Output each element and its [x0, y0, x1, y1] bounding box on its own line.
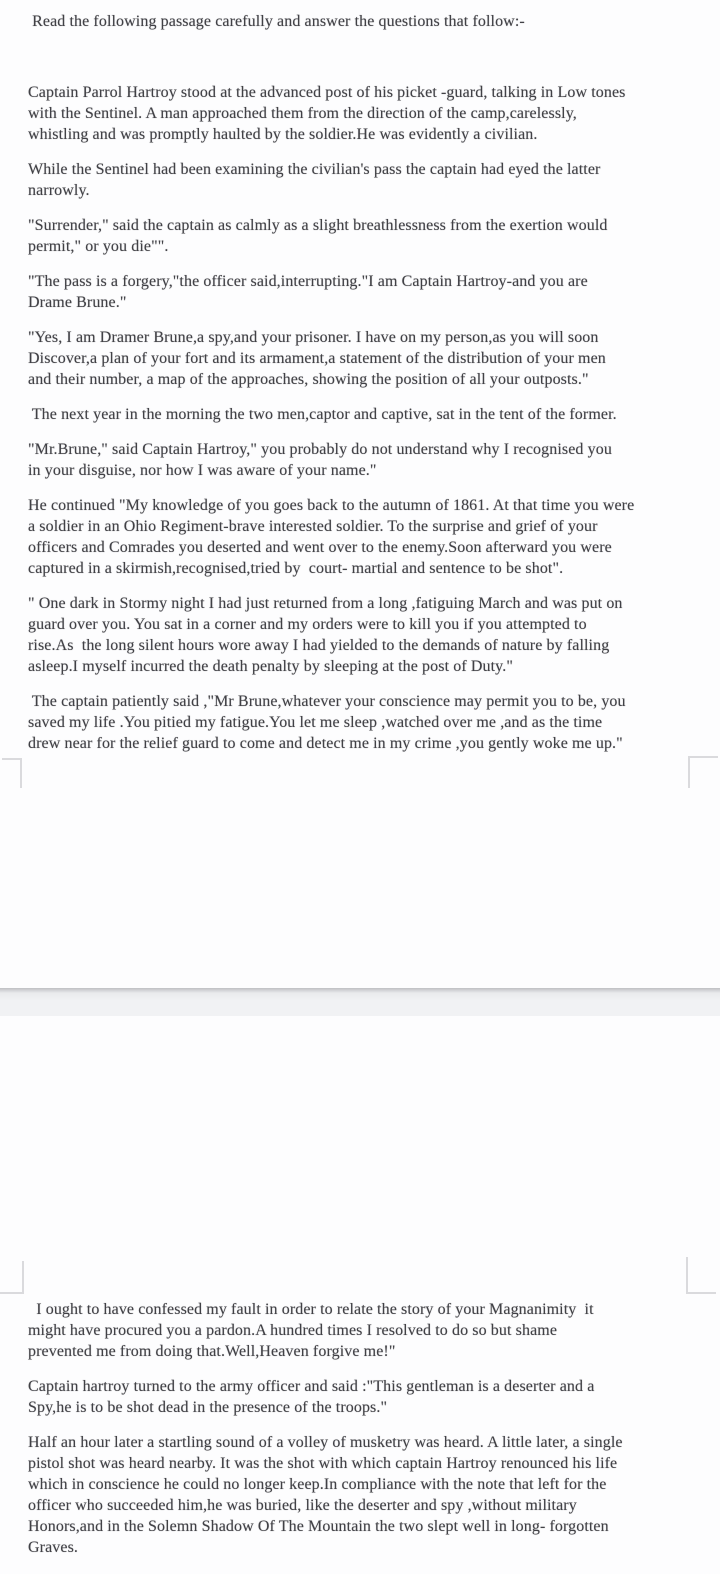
text-line: officer who succeeded him,he was buried, like the deserter and spy ,without military: [28, 1497, 577, 1514]
page-break-divider: [0, 988, 720, 1017]
text-line: I ought to have confessed my fault in order to relate the story of your Magnanimity it: [28, 1301, 594, 1318]
page-2-text: [28, 1299, 700, 1572]
text-line: Read the following passage carefully and answer the questions that follow:-: [28, 13, 525, 30]
text-line: officers and Comrades you deserted and went over to the enemy.Soon afterward you were: [28, 539, 612, 556]
text-line: Discover,a plan of your fort and its armament,a statement of the distribution of your men: [28, 350, 606, 367]
text-line: narrowly.: [28, 182, 90, 199]
text-line: Half an hour later a startling sound of a volley of musketry was heard. A little later, a single: [28, 1434, 623, 1451]
text-line: Graves.: [28, 1539, 79, 1556]
paragraph: [28, 691, 700, 754]
text-line: prevented me from doing that.Well,Heaven forgive me!": [28, 1343, 396, 1360]
paragraph: [28, 82, 700, 145]
text-line: "The pass is a forgery,"the officer said,interrupting."I am Captain Hartroy-and you are: [28, 273, 588, 290]
text-line: "Mr.Brune," said Captain Hartroy," you probably do not understand why I recognised you: [28, 441, 612, 458]
text-line: Captain Parrol Hartroy stood at the advanced post of his picket -guard, talking in Low tones: [28, 84, 626, 101]
text-line: whistling and was promptly haulted by the soldier.He was evidently a civilian.: [28, 126, 538, 143]
text-line: and their number, a map of the approaches, showing the position of all your outposts.": [28, 371, 589, 388]
text-line: rise.As the long silent hours wore away I had yielded to the demands of nature by falling: [28, 637, 610, 654]
page2-margin-corner-top-right-icon: [686, 1257, 716, 1294]
text-line: guard over you. You sat in a corner and my orders were to kill you if you attempted to: [28, 616, 587, 633]
paragraph: [28, 495, 700, 579]
text-line: in your disguise, nor how I was aware of your name.": [28, 462, 377, 479]
text-line: "Yes, I am Dramer Brune,a spy,and your prisoner. I have on my person,as you will soon: [28, 329, 599, 346]
page2-margin-corner-top-left-icon: [0, 1261, 24, 1294]
text-line: Drame Brune.": [28, 294, 127, 311]
text-line: permit," or you die"".: [28, 238, 169, 255]
text-line: with the Sentinel. A man approached them from the direction of the camp,carelessly,: [28, 105, 577, 122]
document-page-2: [0, 1016, 720, 1574]
text-line: Honors,and in the Solemn Shadow Of The Mountain the two slept well in long- forgotten: [28, 1518, 609, 1535]
paragraph: [28, 1432, 700, 1558]
text-line: Captain hartroy turned to the army officer and said :"This gentleman is a deserter and a: [28, 1378, 595, 1395]
paragraph: [28, 1299, 700, 1362]
text-line: pistol shot was heard nearby. It was the shot with which captain Hartroy renounced his life: [28, 1455, 618, 1472]
page1-margin-corner-bottom-left-icon: [2, 758, 22, 788]
text-line: While the Sentinel had been examining the civilian's pass the captain had eyed the latter: [28, 161, 601, 178]
text-line: which in conscience he could no longer keep.In compliance with the note that left for the: [28, 1476, 607, 1493]
paragraph: [28, 1376, 700, 1418]
paragraph: [28, 159, 700, 201]
paragraph: [28, 215, 700, 257]
text-line: The captain patiently said ,"Mr Brune,whatever your conscience may permit you to be, you: [28, 693, 626, 710]
paragraph: [28, 11, 700, 32]
text-line: The next year in the morning the two men,captor and captive, sat in the tent of the former.: [28, 406, 617, 423]
text-line: might have procured you a pardon.A hundred times I resolved to do so but shame: [28, 1322, 558, 1339]
text-line: drew near for the relief guard to come and detect me in my crime ,you gently woke me up.": [28, 735, 623, 752]
paragraph: [28, 439, 700, 481]
text-line: "Surrender," said the captain as calmly as a slight breathlessness from the exertion would: [28, 217, 608, 234]
text-line: captured in a skirmish,recognised,tried by court- martial and sentence to be shot".: [28, 560, 564, 577]
paragraph: [28, 271, 700, 313]
paragraph: [28, 593, 700, 677]
text-line: asleep.I myself incurred the death penalty by sleeping at the post of Duty.": [28, 658, 513, 675]
text-line: a soldier in an Ohio Regiment-brave interested soldier. To the surprise and grief of your: [28, 518, 598, 535]
text-line: " One dark in Stormy night I had just returned from a long ,fatiguing March and was put on: [28, 595, 623, 612]
text-line: saved my life .You pitied my fatigue.You let me sleep ,watched over me ,and as the time: [28, 714, 603, 731]
page1-margin-corner-bottom-right-icon: [688, 756, 718, 788]
page-1-text: [28, 11, 700, 768]
text-line: He continued "My knowledge of you goes back to the autumn of 1861. At that time you were: [28, 497, 635, 514]
text-line: Spy,he is to be shot dead in the presence of the troops.": [28, 1399, 388, 1416]
paragraph: [28, 327, 700, 390]
paragraph: [28, 404, 700, 425]
